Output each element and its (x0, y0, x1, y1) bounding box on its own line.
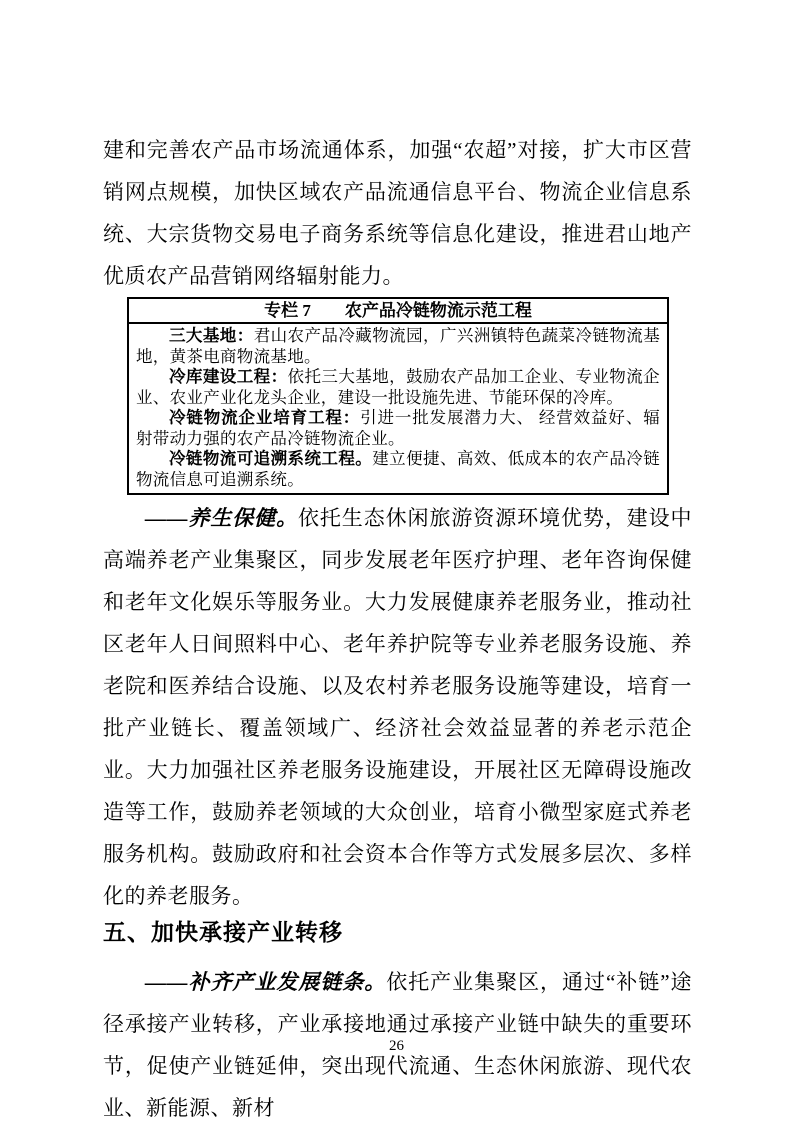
feature-box-item-enterprise-cultivation (136, 408, 660, 449)
paragraph-market-circulation: 建和完善农产品市场流通体系，加强“农超”对接，扩大市区营销网点规模，加快区域农产品流通信息平台、物流企业信息系统、大宗货物交易电子商务系统等信息化建设，推进君山地产优质农产品营销网络辐射能力。 (103, 138, 692, 288)
paragraph-health-care (103, 497, 692, 917)
item-text: 依托三大基地，鼓励农产品加工企业、专业物流企业、农业产业化龙头企业，建设一批设施先进、节能环保的冷库。 (136, 367, 660, 407)
paragraph-text: 依托产业集聚区，通过“补链”途径承接产业转移，产业承接地通过承接产业链中缺失的重要环节，促使产业链延伸，突出现代流通、生态休闲旅游、现代农业、新能源、新材 (103, 970, 693, 1120)
item-text: 建立便捷、高效、低成本的农产品冷链物流信息可追溯系统。 (136, 449, 660, 489)
paragraph-lead: ——养生保健。 (145, 506, 298, 530)
item-lead: 三大基地： (169, 326, 254, 345)
item-lead: 冷链物流可追溯系统工程。 (169, 449, 373, 468)
item-lead: 冷库建设工程： (169, 367, 288, 386)
item-text: 君山农产品冷藏物流园，广兴洲镇特色蔬菜冷链物流基地，黄茶电商物流基地。 (136, 326, 661, 366)
feature-box-body (129, 324, 667, 493)
item-text: 引进一批发展潜力大、 经营效益好、辐射带动力强的农产品冷链物流企业。 (136, 408, 660, 448)
feature-box-item-traceability (136, 449, 660, 490)
section-heading-industry-transfer: 五、加快承接产业转移 (103, 919, 343, 945)
page-content (103, 129, 692, 1122)
paragraph-lead: ——补齐产业发展链条。 (145, 970, 387, 994)
feature-box-title: 专栏 7 农产品冷链物流示范工程 (129, 299, 667, 324)
item-lead: 冷链物流企业培育工程： (169, 408, 361, 427)
page-number: 26 (389, 1038, 404, 1054)
feature-box-cold-chain (127, 297, 669, 495)
feature-box-item-cold-storage (136, 367, 660, 408)
paragraph-text: 依托生态休闲旅游资源环境优势，建设中高端养老产业集聚区，同步发展老年医疗护理、老年咨询保健和老年文化娱乐等服务业。大力发展健康养老服务业，推动社区老年人日间照料中心、老年养护院等专业养老服务设施、养老院和医养结合设施、以及农村养老服务设施等建设，培育一批产业链长、覆盖领域广、经济社会效益显著的养老示范企业。大力加强社区养老服务设施建设，开展社区无障碍设施改造等工作，鼓励养老领域的大众创业，培育小微型家庭式养老服务机构。鼓励政府和社会资本合作等方式发展多层次、多样化的养老服务。 (103, 506, 693, 908)
feature-box-item-bases (136, 326, 660, 367)
